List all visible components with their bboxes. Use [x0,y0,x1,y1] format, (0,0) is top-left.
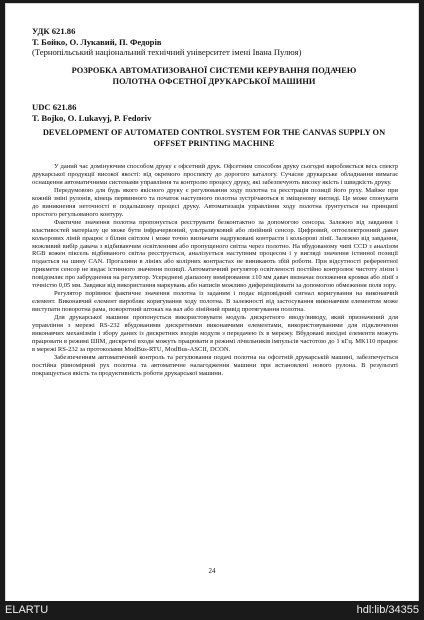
uk-header [32,26,398,58]
en-title-block [40,128,388,149]
body-text [32,163,398,378]
udc-en: UDC 621.86 [32,102,77,112]
authors-uk: Т. Бойко, О. Лукавий, П. Федорів [32,36,162,47]
uk-title-block [56,66,372,87]
title-uk: РОЗРОБКА АВТОМАТИЗОВАНОЇ СИСТЕМИ КЕРУВАННЯ ПОДАЧЕЮ ПОЛОТНА ОФСЕТНОЇ ДРУКАРСЬКОЇ МАШИНИ [71,66,357,86]
body-paragraph: Забезпеченням автоматичний контроль та регулювання подачі полотна на офсетній друкарській машині, забезпечується постійна рівномірний рух полотна та автоматичне налагодження машини при встановлені нового рулона. В результаті покращується якість та продуктивність роботи друкарської машини. [32,353,398,377]
title-en: DEVELOPMENT OF AUTOMATED CONTROL SYSTEM FOR THE CANVAS SUPPLY ON OFFSET PRINTING MACHINE [42,128,386,148]
paper-page [6,4,418,601]
page-number: 24 [208,567,216,575]
body-paragraph: Передумовою для будь якого якісного друку є регулювання ходу полотна та реєстрація позиції його руху. Майже при кожній зміні рулонів, кінець первинного та початок наступного полотна зустрічаються в зміщеному вигляді. Це може спонукати до виникнення неточності в подальшому процесі друку. Автоматизація управління ходу полотна ґрунтується на принципі простого регульованого контуру. [32,186,398,218]
udc-uk: УДК 621.86 [32,26,76,36]
body-paragraph: У даний час домінуючим способом друку є офсетний друк. Офсетним способом друку сьогодні виробляється весь спектр друкарської продукції високої якості: від окремого проспекту до дорогого каталогу. Сучасне друкарське обладнання вимагає оснащення автоматичними системами управління та контролю процесу друку, які забезпечують високу якість і швидкість друку. [32,163,398,186]
authors-en: T. Bojko, O. Lukavyj, P. Fedoriv [32,112,152,123]
body-paragraph: Фактичне значення полотна пропонується реєструвати безконтактно за допомогою сенсора. Залежно від завдання і властивостей матеріалу це може бути інфрачервоний, ультразвуковий або лінійний сенсор. Цифровий, оптоелектронний давач кольорових ліній працює з білим світлом і може точно визначати надруковані контрасти і кольорові лінії. Залежно від завдання, можливий вибір давача з відбиваючим освітленням або пропущеного світла через полотно. На вбудованому чипі CCD з аналізом RGB кожен піксель відбиваного світла реєструється, аналізується наступним процесом і у вигляді значення істинної позиції подається на шину CAN. Прогалини в лініях або колірних контрастах не виникають збій роботи. При відсутності референтної прикмети сенсор не видає істинного значення позиції. Автоматичний регулятор освітленості постійно контролює чистоту лінзи і повідомляє про забруднення на регулятор. Усереднені діапазону вимірювання ±10 мм давач визначає положення кромки або лінії з точністю 0,05 мм. Завдяки від використання маркувань або написів можливо диференціювати за допомогою обмеження поля зору. [32,218,398,290]
body-paragraph: Регулятор порівнює фактичне значення полотна із заданим і подає відповідний сигнал коригування на виконавчий елемент. Виконавчий елемент виробляє коригування ходу полотна. В залежності від застосування виконавчим елементом може виступати поворотна рама, поворотний штоках на вал або лінійний привід протягування полотна. [32,290,398,314]
en-header [32,102,398,123]
handle-label: hdl:lib/34355 [356,604,419,616]
footer-bar [0,601,424,620]
body-paragraph: Для друкарської машини пропонується використовувати модуль дискретного вводу/виводу, який призначений для управління з мережі RS-232 вбудованими дискретними виконавчими елементами, використовуваними для підключення виконавчих механізмів і збору даних із дискретних входів модуля з передачею їх в мережу. Вбудовані вихідні елементи можуть працювати в режимі ШІМ, дискретні входи можуть працювати в режимі лічильників імпульсів частотою до 1 кГц. MK110 працює в мережі RS-232 за протоколами ModBus-RTU, ModBus-ASCII, DCON. [32,314,398,353]
repository-label: ELARTU [5,604,49,616]
affiliation-uk: (Тернопільський національний технічний університет імені Івана Пулюя) [32,47,302,57]
